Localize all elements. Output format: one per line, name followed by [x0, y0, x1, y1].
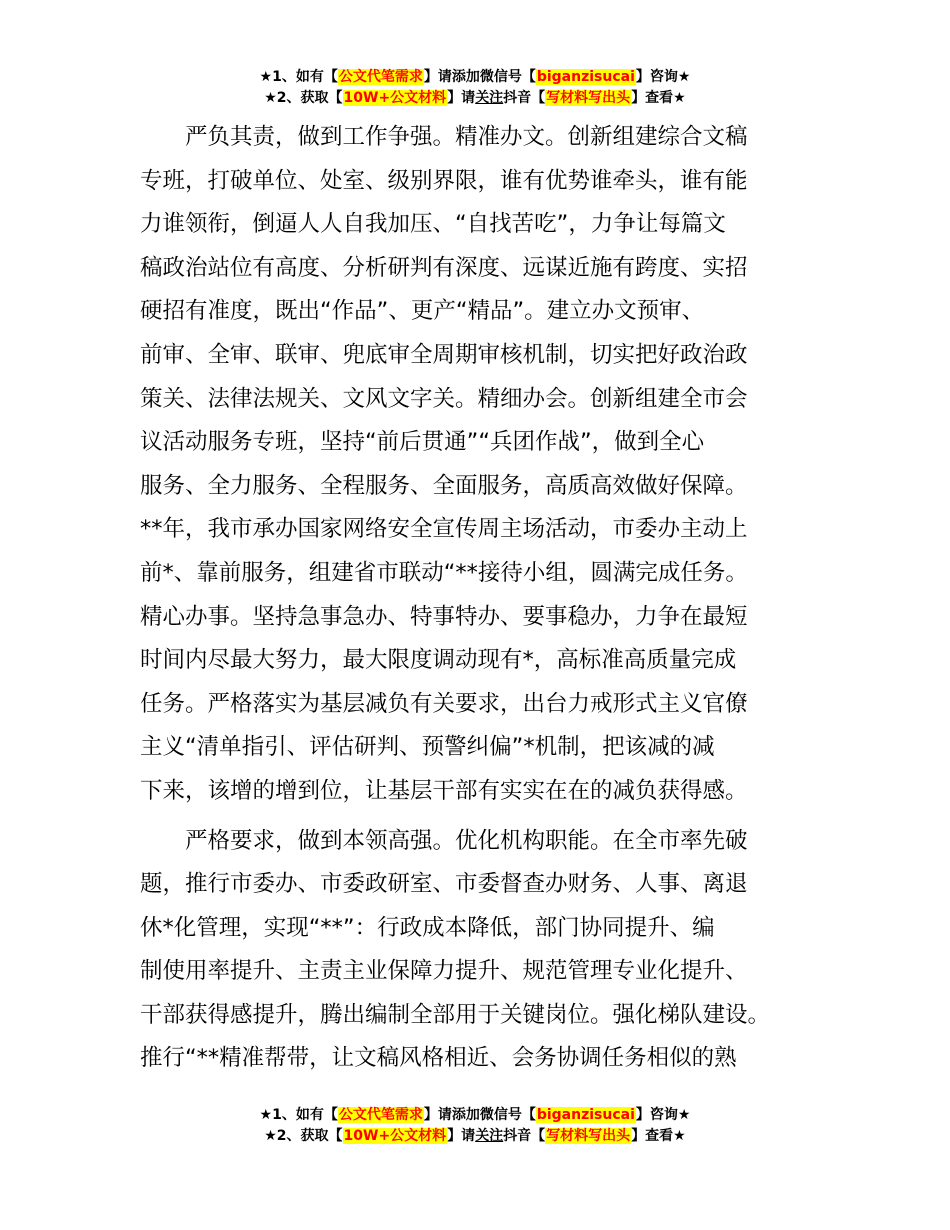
banner-highlight: 写材料写出头: [546, 90, 631, 106]
text-line: 议活动服务专班，坚持“前后贯通”“兵团作战”，做到全心: [140, 429, 705, 456]
banner-text: 】咨询★: [635, 1107, 691, 1123]
banner-underlined-text: 关注: [475, 90, 504, 106]
banner-text: ★1、如有【: [259, 1107, 338, 1123]
text-line: 服务、全力服务、全程服务、全面服务，高质高效做好保障。: [140, 472, 748, 499]
banner-highlight: 公文代笔需求: [338, 1107, 423, 1123]
banner-line-1: [0, 67, 950, 88]
banner-highlight: 10W+公文材料: [343, 90, 447, 106]
banner-highlight: 10W+公文材料: [343, 1128, 447, 1144]
text-line: 严负其责，做到工作争强。精准办文。创新组建综合文稿: [185, 124, 748, 150]
banner-highlight: 公文代笔需求: [338, 69, 423, 85]
banner-text: ★2、获取【: [264, 90, 343, 106]
banner-text: 】请添加微信号【: [423, 69, 536, 85]
banner-line-2: [0, 1126, 950, 1147]
text-line: 力谁领衔，倒逼人人自我加压、“自找苦吃”，力争让每篇文: [140, 211, 726, 238]
banner-text: 】请: [447, 1128, 476, 1144]
banner-underlined-text: 关注: [475, 1128, 504, 1144]
text-line: 推行“**精准帮带，让文稿风格相近、会务协调任务相似的熟: [140, 1045, 737, 1072]
text-line: 专班，打破单位、处室、级别界限，谁有优势谁牵头，谁有能: [140, 167, 748, 194]
text-line: 制使用率提升、主责主业保障力提升、规范管理专业化提升、: [140, 958, 748, 985]
banner-text: 】查看★: [631, 1128, 686, 1144]
footer-banner: [0, 1105, 950, 1147]
text-line: 主义“清单指引、评估研判、预警纠偏”*机制，把该减的减: [140, 734, 715, 761]
text-line: **年，我市承办国家网络安全宣传周主场活动，市委办主动上: [140, 516, 748, 543]
text-line: 精心办事。坚持急事急办、特事特办、要事稳办，力争在最短: [140, 603, 748, 630]
banner-line-2: [0, 88, 950, 109]
banner-text: 抖音【: [503, 90, 546, 106]
text-line: 任务。严格落实为基层减负有关要求，出台力戒形式主义官僚: [140, 690, 748, 717]
banner-text: ★2、获取【: [264, 1128, 343, 1144]
text-line: 时间内尽最大努力，最大限度调动现有*，高标准高质量完成: [140, 647, 737, 674]
banner-text: ★1、如有【: [259, 69, 338, 85]
text-line: 前*、靠前服务，组建省市联动“**接待小组，圆满完成任务。: [140, 559, 748, 586]
text-line: 硬招有准度，既出“作品”、更产“精品”。建立办文预审、: [140, 298, 705, 325]
banner-text: 抖音【: [503, 1128, 546, 1144]
banner-highlight: biganzisucai: [536, 1107, 635, 1123]
text-line: 下来，该增的增到位，让基层干部有实实在在的减负获得感。: [140, 777, 748, 804]
text-line: 休*化管理，实现“**”：行政成本降低，部门协同提升、编: [140, 914, 715, 941]
text-line: 题，推行市委办、市委政研室、市委督查办财务、人事、离退: [140, 871, 748, 898]
text-line: 策关、法律法规关、文风文字关。精细办会。创新组建全市会: [140, 385, 748, 412]
header-banner: [0, 67, 950, 109]
text-line: 严格要求，做到本领高强。优化机构职能。在全市率先破: [185, 827, 748, 854]
paragraph-2: [140, 820, 816, 1082]
banner-text: 】查看★: [631, 90, 686, 106]
text-line: 稿政治站位有高度、分析研判有深度、远谋近施有跨度、实招: [140, 254, 748, 281]
banner-line-1: [0, 1105, 950, 1126]
text-line: 前审、全审、联审、兜底审全周期审核机制，切实把好政治政: [140, 341, 748, 368]
paragraph-1: [140, 116, 816, 814]
document-body: [140, 116, 816, 1081]
banner-text: 】请添加微信号【: [423, 1107, 536, 1123]
banner-text: 】咨询★: [635, 69, 691, 85]
text-line: 干部获得感提升，腾出编制全部用于关键岗位。强化梯队建设。: [140, 1001, 771, 1028]
banner-highlight: 写材料写出头: [546, 1128, 631, 1144]
banner-highlight: biganzisucai: [536, 69, 635, 85]
banner-text: 】请: [447, 90, 476, 106]
